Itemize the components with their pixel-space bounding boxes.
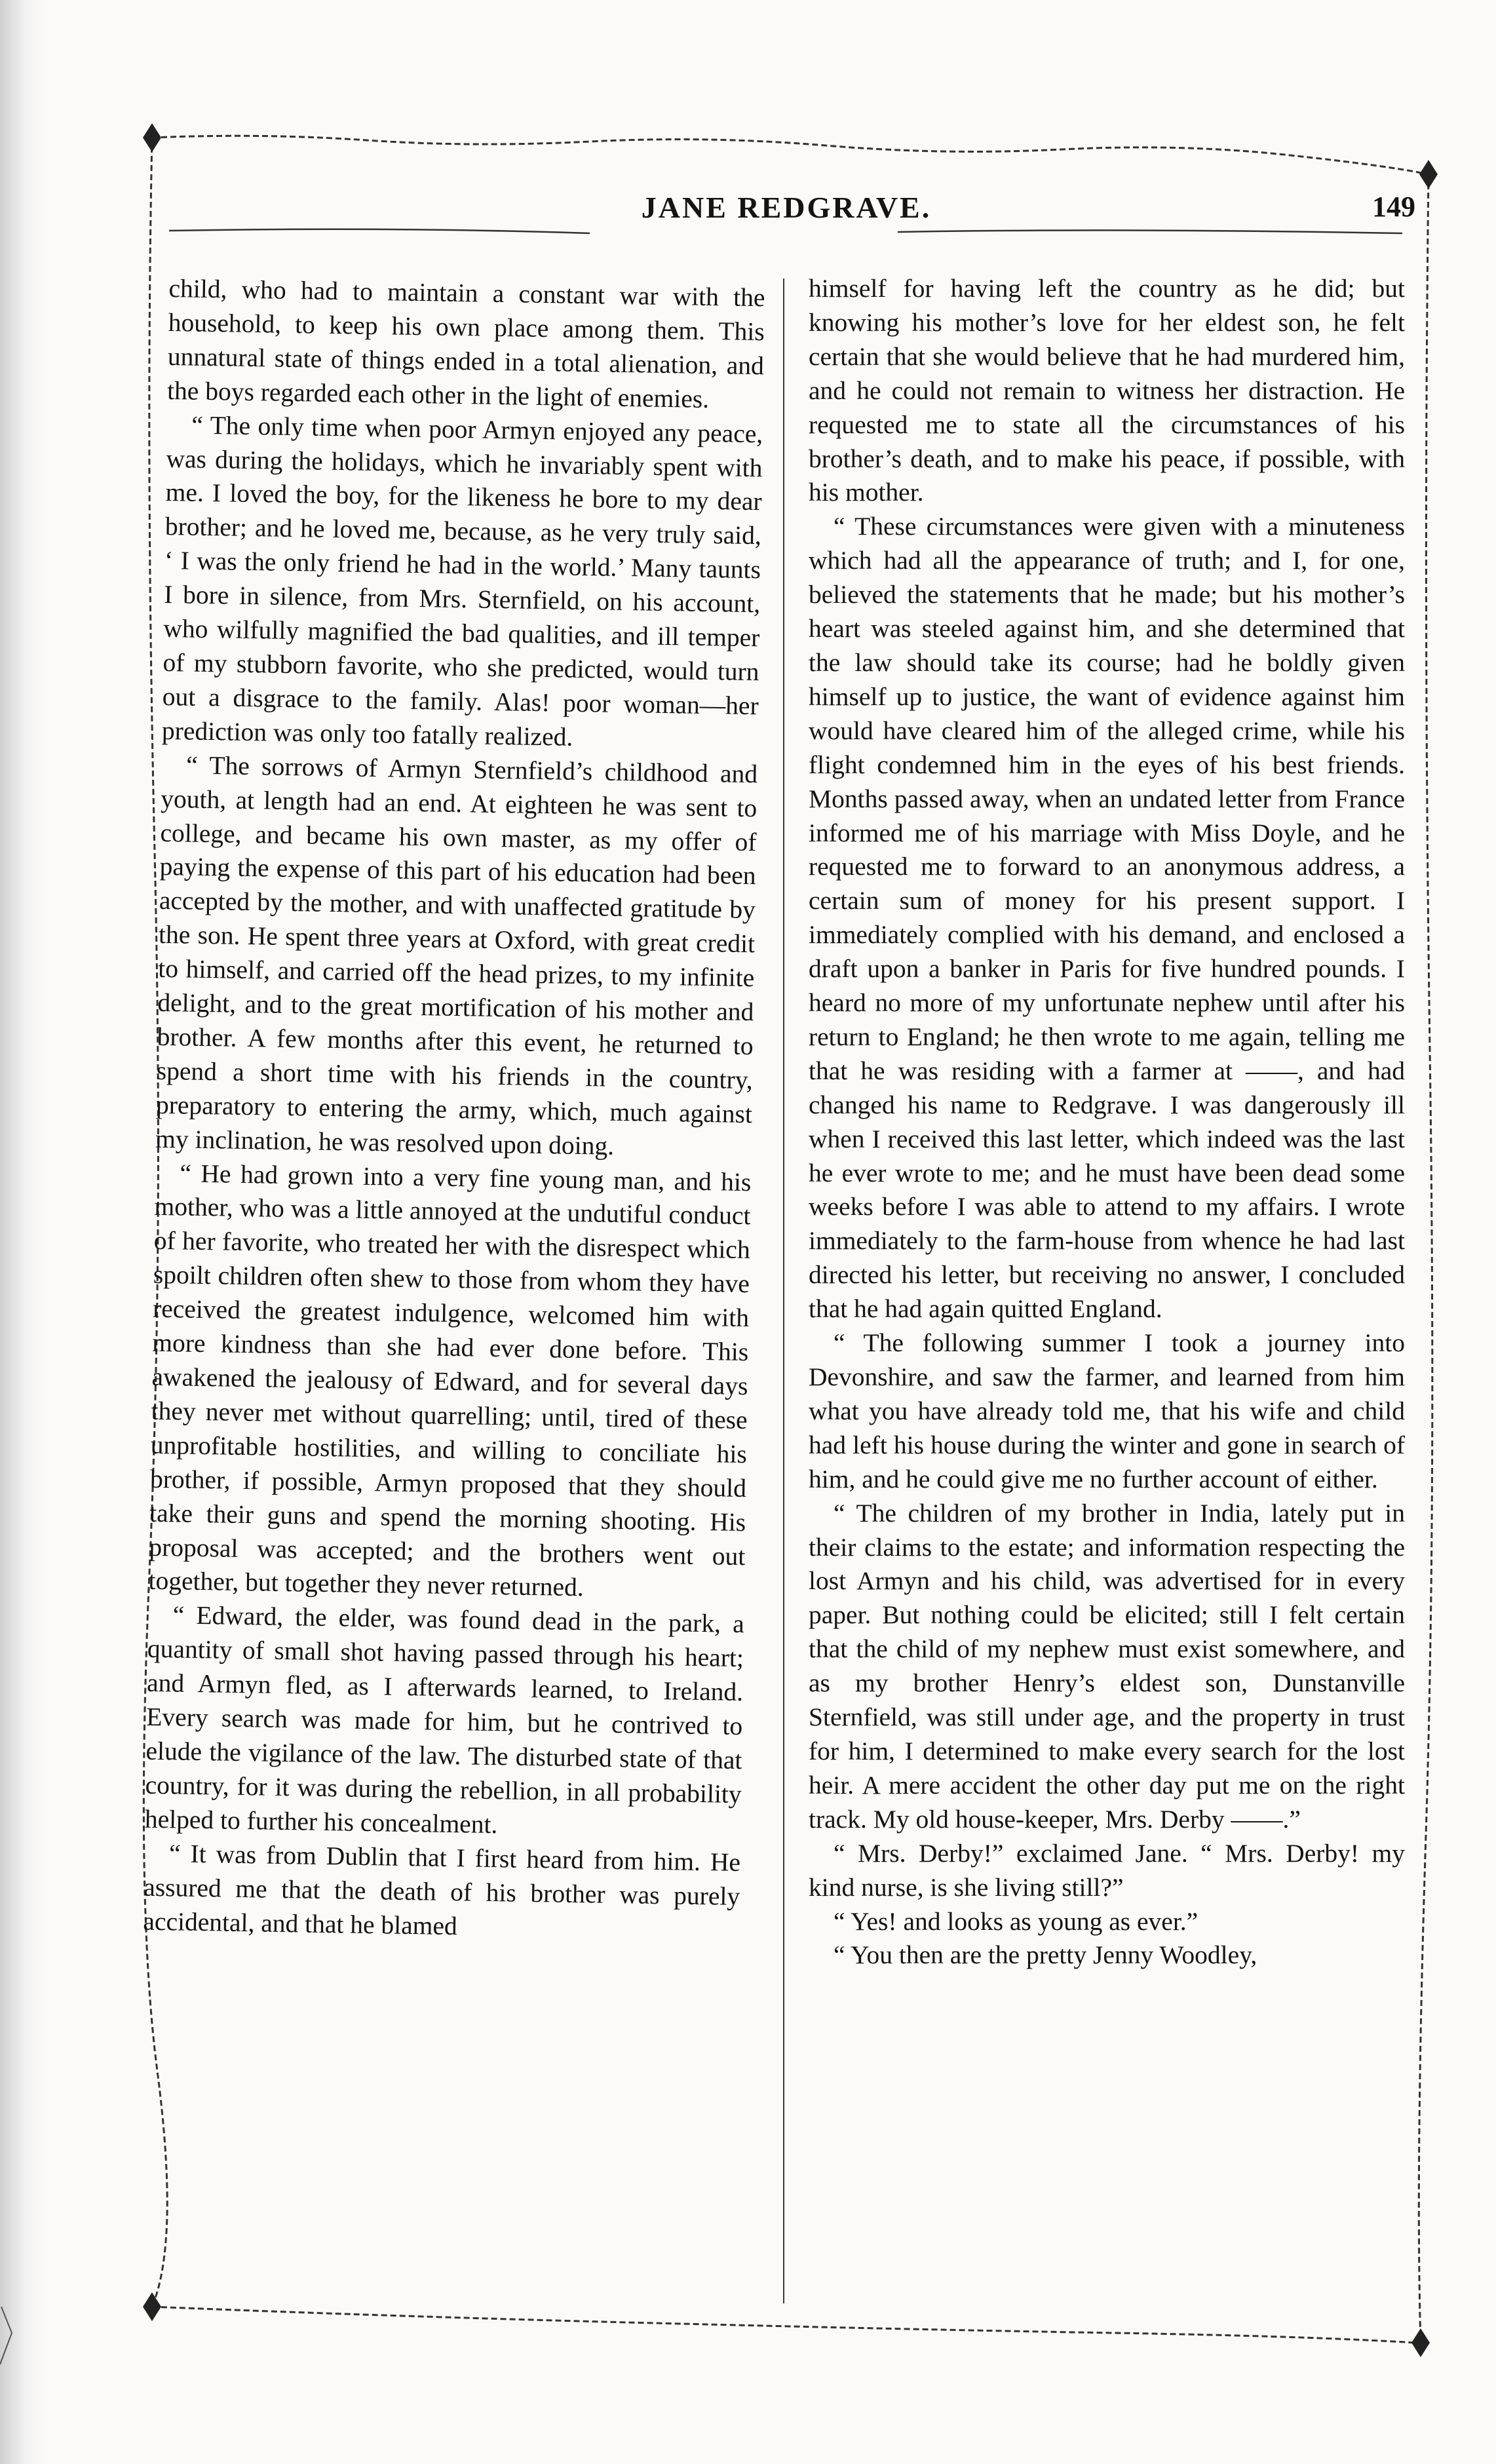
corner-ornament-bottom-left [143,2292,161,2321]
paragraph: “ The following summer I took a journey into Devonshire, and saw the farmer, and learned from him what you have already told me, that his wife and child had left his house during the winter and gone in search of him, and he could give me no further account of either. [809,1328,1405,1493]
running-title: JANE REDGRAVE. [641,191,932,224]
column-divider [783,279,784,2303]
corner-ornament-top-right [1419,160,1438,189]
paragraph: “ It was from Dublin that I first heard from him. He assured me that the death of his brother was purely accidental, and that he blamed [143,1838,741,1940]
paragraph: “ He had grown into a very fine young man, and his mother, who was a little annoyed at the undutiful conduct of her favorite, who treated her with the disrespect which spoilt children often shew to those from whom they have received the greatest indulgence, welcomed him with more kindness than she had ever done before. This awakened the jealousy of Edward, and for several days they never met without quarrelling; until, tired of these unprofitable hostilities, and willing to conciliate his brother, if possible, Armyn proposed that they should take their guns and spend the morning shooting. His proposal was accepted; and the brothers went out together, but together they never returned. [148,1158,752,1602]
paragraph: himself for having left the country as he did; but knowing his mother’s love for her eldest son, he felt certain that she would believe that he had murdered him, and he could not remain to witness her distraction. He requested me to state all the circumstances of his brother’s death, and to make his peace, if possible, with his mother. [809,274,1405,507]
paragraph: “ The children of my brother in India, lately put in their claims to the estate; and information respecting the lost Armyn and his child, was advertised for in every paper. But nothing could be elicited; still I felt certain that the child of my nephew must exist somewhere, and as my brother Henry’s eldest son, Dunstanville Sternfield, was still under age, and the property in trust for him, I determined to make every search for the lost heir. A mere accident the other day put me on the right track. My old house-keeper, Mrs. Derby ——.” [809,1498,1405,1834]
corner-ornament-bottom-right [1411,2328,1430,2357]
paragraph: “ Mrs. Derby!” exclaimed Jane. “ Mrs. Derby! my kind nurse, is she living still?” [809,1838,1405,1902]
corner-ornament-top-left [143,123,161,152]
paragraph: “ The sorrows of Armyn Sternfield’s childhood and youth, at length had an end. At eighteen he was sent to college, and became his own master, as my offer of paying the expense of this part of his education had been accepted by the mother, and with unaffected gratitude by the son. He spent three years at Oxford, with great credit to himself, and carried off the head prizes, to my infinite delight, and to the great mortification of his mother and brother. A few months after this event, he returned to spend a short time with his friends in the country, preparatory to entering the army, which, much against my inclination, he was resolved upon doing. [155,750,758,1161]
paragraph: child, who had to maintain a constant war with the household, to keep his own place among them. This unnatural state of things ended in a total alienation, and the boys regarded each other in the light of enemies. [166,273,765,414]
paragraph: “ The only time when poor Armyn enjoyed any peace, was during the holidays, which he invariably spent with me. I loved the boy, for the likeness he bore to my dear brother; and he loved me, because, as he very truly said, ‘ I was the only friend he had in the world.’ Many taunts I bore in silence, from Mrs. Sternfield, on his account, who wilfully magnified the bad qualities, and ill temper of my stubborn favorite, who she predicted, would turn out a disgrace to the family. Alas! poor woman—her prediction was only too fatally realized. [161,410,763,752]
left-text-column [138,272,765,2303]
page-number: 149 [1372,191,1415,223]
paragraph: “ These circumstances were given with a minuteness which had all the appearance of truth; and I, for one, believed the statements that he made; but his mother’s heart was steeled against him, and she determined that the law should take its course; had he boldly given himself up to justice, the want of evidence against him would have cleared him of the alleged crime, while his flight condemned him in the eyes of his best friends. Months passed away, when an undated letter from France informed me of his marriage with Miss Doyle, and he requested me to forward to an anonymous address, a certain sum of money for his present support. I immediately complied with his demand, and enclosed a draft upon a banker in Paris for five hundred pounds. I heard no more of my unfortunate nephew until after his return to England; he then wrote to me again, telling me that he was residing with a farmer at ——, and had changed his name to Redgrave. I was dangerously ill when I received this last letter, which indeed was the last he ever wrote to me; and he must have been dead some weeks before I was able to attend to my affairs. I wrote immediately to the farm-house from whence he had last directed his letter, but receiving no answer, I concluded that he had again quitted England. [809,512,1405,1324]
right-text-column [809,272,1405,2294]
paragraph: “ You then are the pretty Jenny Woodley, [834,1940,1257,1970]
paragraph: “ Edward, the elder, was found dead in the park, a quantity of small shot having passed through his heart; and Armyn fled, as I afterwards learned, to Ireland. Every search was made for him, but he contrived to elude the vigilance of the law. The disturbed state of that country, for it was during the rebellion, in all probability helped to further his concealment. [144,1600,745,1839]
paragraph: “ Yes! and looks as young as ever.” [834,1906,1199,1936]
running-header [157,190,1415,249]
